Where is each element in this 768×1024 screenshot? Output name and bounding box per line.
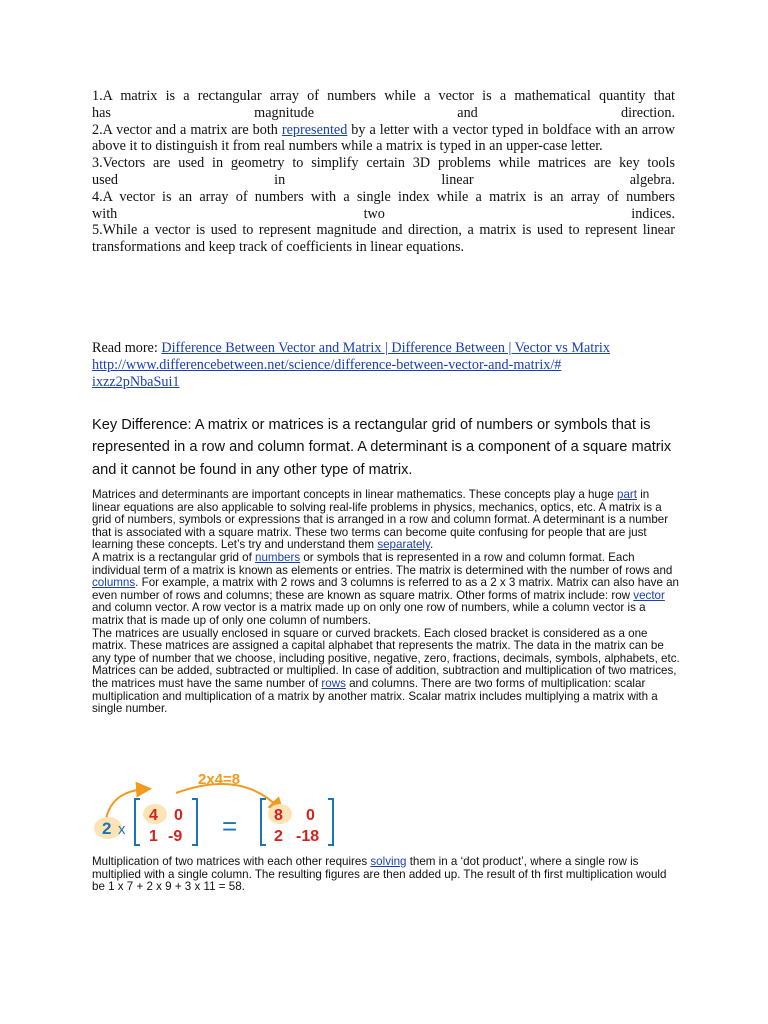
- represented-link[interactable]: represented: [281, 121, 348, 138]
- right-matrix-entry: 8: [274, 807, 283, 824]
- equals-sign: =: [222, 811, 238, 841]
- paragraph-intro: Matrices and determinants are important concepts in linear mathematics. These concepts play a huge part in linear equations are also applicable to solving real-life problems in physics, mechanics, optics, etc. A matrix is a grid of numbers, symbols or expressions that is arranged in a row and column format. A determinant is a number that is associated with a square matrix. These two terms can become quite confusing for people that are just learning these concepts. Let’s try and understand them separately.: [92, 488, 669, 552]
- comparison-list: [92, 88, 675, 256]
- list-item-1a: 1.A matrix is a rectangular array of numbers while a vector is a mathematical quantity that: [92, 88, 675, 104]
- part-link[interactable]: part: [617, 488, 637, 501]
- key-difference-label: Key Difference:: [92, 417, 192, 433]
- arrow-from-scalar: [106, 789, 146, 819]
- read-more-url-link[interactable]: http://www.differencebetween.net/science/difference-between-vector-and-matrix/#ixzz2pNbaSui1: [92, 356, 562, 390]
- read-more: [92, 340, 677, 390]
- key-difference-text: A matrix or matrices is a rectangular grid of numbers or symbols that is represented in a row and column format. A determinant is a component of a square matrix and it cannot be found in any other type of matrix.: [92, 417, 672, 478]
- right-matrix-close-bracket: [328, 799, 333, 845]
- paragraph-dot-product: Multiplication of two matrices with each other requires solving them in a ‘dot product’, where a single row is multiplied with a single column. The resulting figures are then added up. The result of th first multiplication would be 1 x 7 + 2 x 9 + 3 x 11 = 58.: [92, 855, 667, 894]
- times-sign: x: [118, 821, 126, 838]
- scalar-multiplication-figure: [92, 769, 352, 849]
- article-body: [92, 489, 680, 716]
- list-item-1b: has magnitude and direction.: [92, 104, 675, 121]
- read-more-label: Read more:: [92, 340, 162, 356]
- scalar-value: 2: [102, 819, 112, 838]
- right-matrix-open-bracket: [261, 799, 266, 845]
- figure-caption: 2x4=8: [198, 771, 241, 788]
- article-body-continued: [92, 856, 672, 894]
- numbers-link[interactable]: numbers: [255, 550, 301, 564]
- vector-link[interactable]: vector: [633, 588, 665, 602]
- solving-link[interactable]: solving: [370, 855, 407, 868]
- separately-link[interactable]: separately: [377, 538, 430, 552]
- list-item-4b: with two indices.: [92, 205, 675, 222]
- left-matrix-entry: 4: [149, 807, 158, 824]
- list-item-4a: 4.A vector is an array of numbers with a single index while a matrix is an array of numbers: [92, 188, 675, 205]
- paragraph-brackets: The matrices are usually enclosed in square or curved brackets. Each closed bracket is considered as a one matrix. These matrices are assigned a capital alphabet that represents the matrix. The data in the matrix can be any type of number that we choose, including positive, negative, zero, fractions, decimals, symbols, alphabets, etc. Matrices can be added, subtracted or multiplied. In case of addition, subtraction and multiplication of two matrices, the matrices must have the same number of rows and columns. There are two forms of multiplication: scalar multiplication and multiplication of a matrix by another matrix. Scalar matrix includes multiplying a matrix with a single number.: [92, 626, 680, 716]
- right-matrix-entry: -18: [296, 828, 320, 845]
- columns-link[interactable]: columns: [92, 576, 136, 590]
- left-matrix-entry: -9: [168, 828, 183, 845]
- list-item-2: 2.A vector and a matrix are both represented by a letter with a vector typed in boldface with an arrow above it to distinguish it from real numbers while a matrix is typed in an upper-case letter.: [92, 121, 675, 155]
- left-matrix-close-bracket: [192, 799, 197, 845]
- key-difference: [92, 414, 682, 481]
- left-matrix-entry: 1: [149, 828, 158, 845]
- rows-link[interactable]: rows: [321, 676, 346, 690]
- paragraph-matrix-definition: A matrix is a rectangular grid of numbers or symbols that is represented in a row and column format. Each individual term of a matrix is known as elements or entries. The matrix is determined with the number of rows and columns. For example, a matrix with 2 rows and 3 columns is referred to as a 2 x 3 matrix. Matrix can also have an even number of rows and columns; these are known as square matrix. Other forms of matrix include: row vector and column vector. A row vector is a matrix made up on only one row of numbers, while a column vector is a matrix that is made up of only one column of numbers.: [92, 550, 680, 627]
- read-more-title-link[interactable]: Difference Between Vector and Matrix | Difference Between | Vector vs Matrix: [161, 340, 610, 356]
- left-matrix-open-bracket: [135, 799, 140, 845]
- list-item-3b: used in linear algebra.: [92, 171, 676, 188]
- left-matrix-entry: 0: [174, 807, 183, 824]
- right-matrix-entry: 2: [274, 828, 283, 845]
- list-item-3a: 3.Vectors are used in geometry to simplify certain 3D problems while matrices are key tools: [92, 155, 675, 172]
- list-item-5: 5.While a vector is used to represent magnitude and direction, a matrix is used to represent linear transformations and keep track of coefficients in linear equations.: [92, 222, 675, 256]
- right-matrix-entry: 0: [306, 807, 315, 824]
